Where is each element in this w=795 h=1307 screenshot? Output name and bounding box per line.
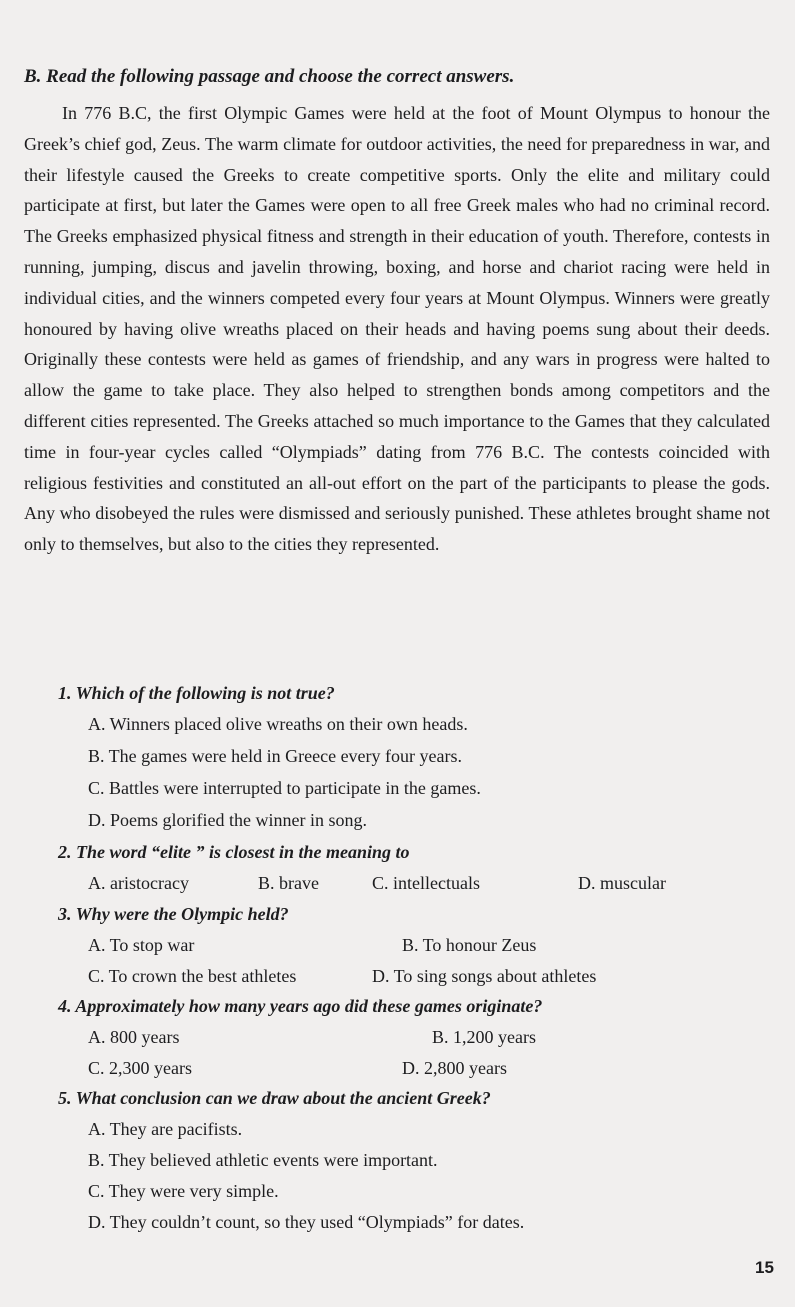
reading-passage: In 776 B.C, the first Olympic Games were held at the foot of Mount Olympus to honour the Greek’s chief god, Zeus. The warm climate for outdoor activities, the need for preparedness in war, and their lifestyle caused the Greeks to create competitive sports. Only the elite and military could participate at first, but later the Games were open to all free Greek males who had no criminal record. The Greeks emphasized physical fitness and strength in their education of youth. Therefore, contests in running, jumping, discus and javelin throwing, boxing, and horse and chariot racing were held in individual cities, and the winners competed every four years at Mount Olympus. Winners were greatly honoured by having olive wreaths placed on their heads and having poems sung about their deeds. Originally these contests were held as games of friendship, and any wars in progress were halted to allow the game to take place. They also helped to strengthen bonds among competitors and the different cities represented. The Greeks attached so much importance to the Games that they calculated time in four-year cycles called “Olympiads” dating from 776 B.C. The contests coincided with religious festivities and constituted an all-out effort on the part of the participants to please the gods. Any who disobeyed the rules were dismissed and seriously punished. These athletes brought shame not only to themselves, but also to the cities they represented. xyxy=(24,103,770,555)
question-2-option-a[interactable]: A. aristocracy xyxy=(88,873,189,893)
question-3-option-c[interactable]: C. To crown the best athletes xyxy=(88,966,297,986)
question-1-option-c[interactable]: C. Battles were interrupted to participate in the games. xyxy=(88,778,481,798)
question-5: 5. What conclusion can we draw about the ancient Greek? xyxy=(58,1088,491,1108)
question-1-option-b[interactable]: B. The games were held in Greece every four years. xyxy=(88,746,463,766)
question-2-option-d[interactable]: D. muscular xyxy=(578,873,666,893)
question-5-option-b[interactable]: B. They believed athletic events were important. xyxy=(88,1150,438,1170)
question-3-option-d[interactable]: D. To sing songs about athletes xyxy=(372,966,597,986)
question-4-option-c[interactable]: C. 2,300 years xyxy=(88,1058,192,1078)
question-5-option-d[interactable]: D. They couldn’t count, so they used “Olympiads” for dates. xyxy=(88,1212,525,1232)
question-4-option-b[interactable]: B. 1,200 years xyxy=(432,1027,536,1047)
question-5-option-a[interactable]: A. They are pacifists. xyxy=(88,1119,243,1139)
question-2: 2. The word “elite ” is closest in the meaning to xyxy=(58,842,410,862)
question-1-option-a[interactable]: A. Winners placed olive wreaths on their own heads. xyxy=(88,714,468,734)
question-3: 3. Why were the Olympic held? xyxy=(58,904,289,924)
question-4: 4. Approximately how many years ago did these games originate? xyxy=(58,996,543,1016)
page-number: 15 xyxy=(755,1258,774,1277)
question-5-option-c[interactable]: C. They were very simple. xyxy=(88,1181,279,1201)
section-heading: B. Read the following passage and choose the correct answers. xyxy=(24,66,515,87)
question-3-option-b[interactable]: B. To honour Zeus xyxy=(402,935,537,955)
question-4-option-a[interactable]: A. 800 years xyxy=(88,1027,180,1047)
question-3-option-a[interactable]: A. To stop war xyxy=(88,935,195,955)
question-2-option-b[interactable]: B. brave xyxy=(258,873,319,893)
question-4-option-d[interactable]: D. 2,800 years xyxy=(402,1058,507,1078)
question-1-option-d[interactable]: D. Poems glorified the winner in song. xyxy=(88,810,367,830)
question-2-option-c[interactable]: C. intellectuals xyxy=(372,873,480,893)
question-1: 1. Which of the following is not true? xyxy=(58,683,335,703)
